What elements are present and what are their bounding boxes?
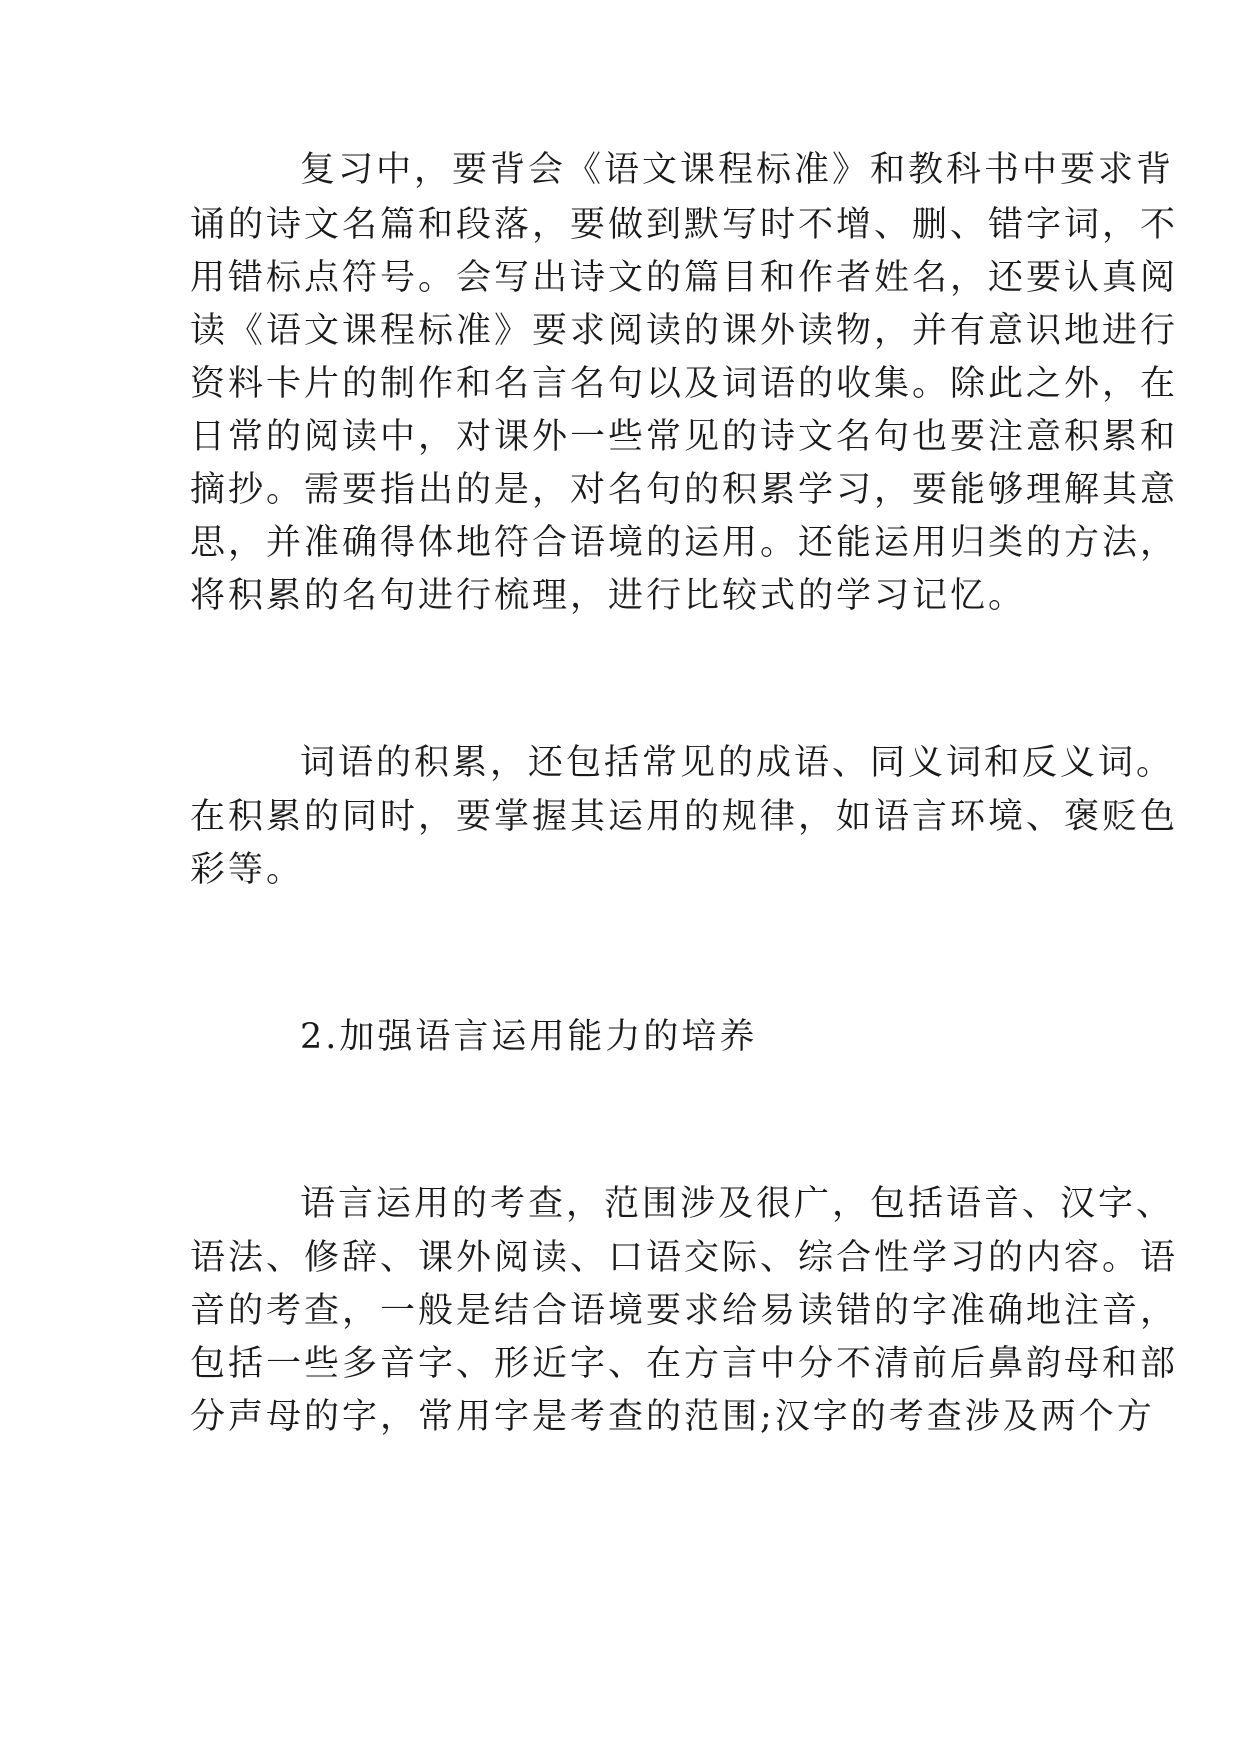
text-line: 读《语文课程标准》要求阅读的课外读物，并有意识地进行: [190, 311, 1179, 351]
text-line: 日常的阅读中，对课外一些常见的诗文名句也要注意积累和: [190, 417, 1179, 457]
heading-text: 2.加强语言运用能力的培养: [300, 1017, 758, 1057]
text-line: 分声母的字，常用字是考查的范围;汉字的考查涉及两个方: [190, 1397, 1155, 1437]
text-line: 摘抄。需要指出的是，对名句的积累学习，要能够理解其意: [190, 470, 1179, 510]
text-line: 复习中，要背会《语文课程标准》和教科书中要求背: [300, 150, 1175, 190]
text-line: 在积累的同时，要掌握其运用的规律，如语言环境、褒贬色: [190, 797, 1179, 837]
text-line: 彩等。: [190, 850, 305, 890]
text-line: 用错标点符号。会写出诗文的篇目和作者姓名，还要认真阅: [190, 258, 1179, 298]
text-line: 语言运用的考查，范围涉及很广，包括语音、汉字、: [300, 1184, 1175, 1224]
text-line: 语法、修辞、课外阅读、口语交际、综合性学习的内容。语: [190, 1238, 1179, 1278]
text-line: 包括一些多音字、形近字、在方言中分不清前后鼻韵母和部: [190, 1344, 1179, 1384]
text-line: 思，并准确得体地符合语境的运用。还能运用归类的方法，: [190, 523, 1179, 563]
text-line: 将积累的名句进行梳理，进行比较式的学习记忆。: [190, 576, 1027, 616]
text-line: 词语的积累，还包括常见的成语、同义词和反义词。: [300, 743, 1175, 783]
text-line: 资料卡片的制作和名言名句以及词语的收集。除此之外，在: [190, 364, 1179, 404]
text-line: 诵的诗文名篇和段落，要做到默写时不增、删、错字词，不: [190, 205, 1179, 245]
text-line: 音的考查，一般是结合语境要求给易读错的字准确地注音，: [190, 1291, 1179, 1331]
